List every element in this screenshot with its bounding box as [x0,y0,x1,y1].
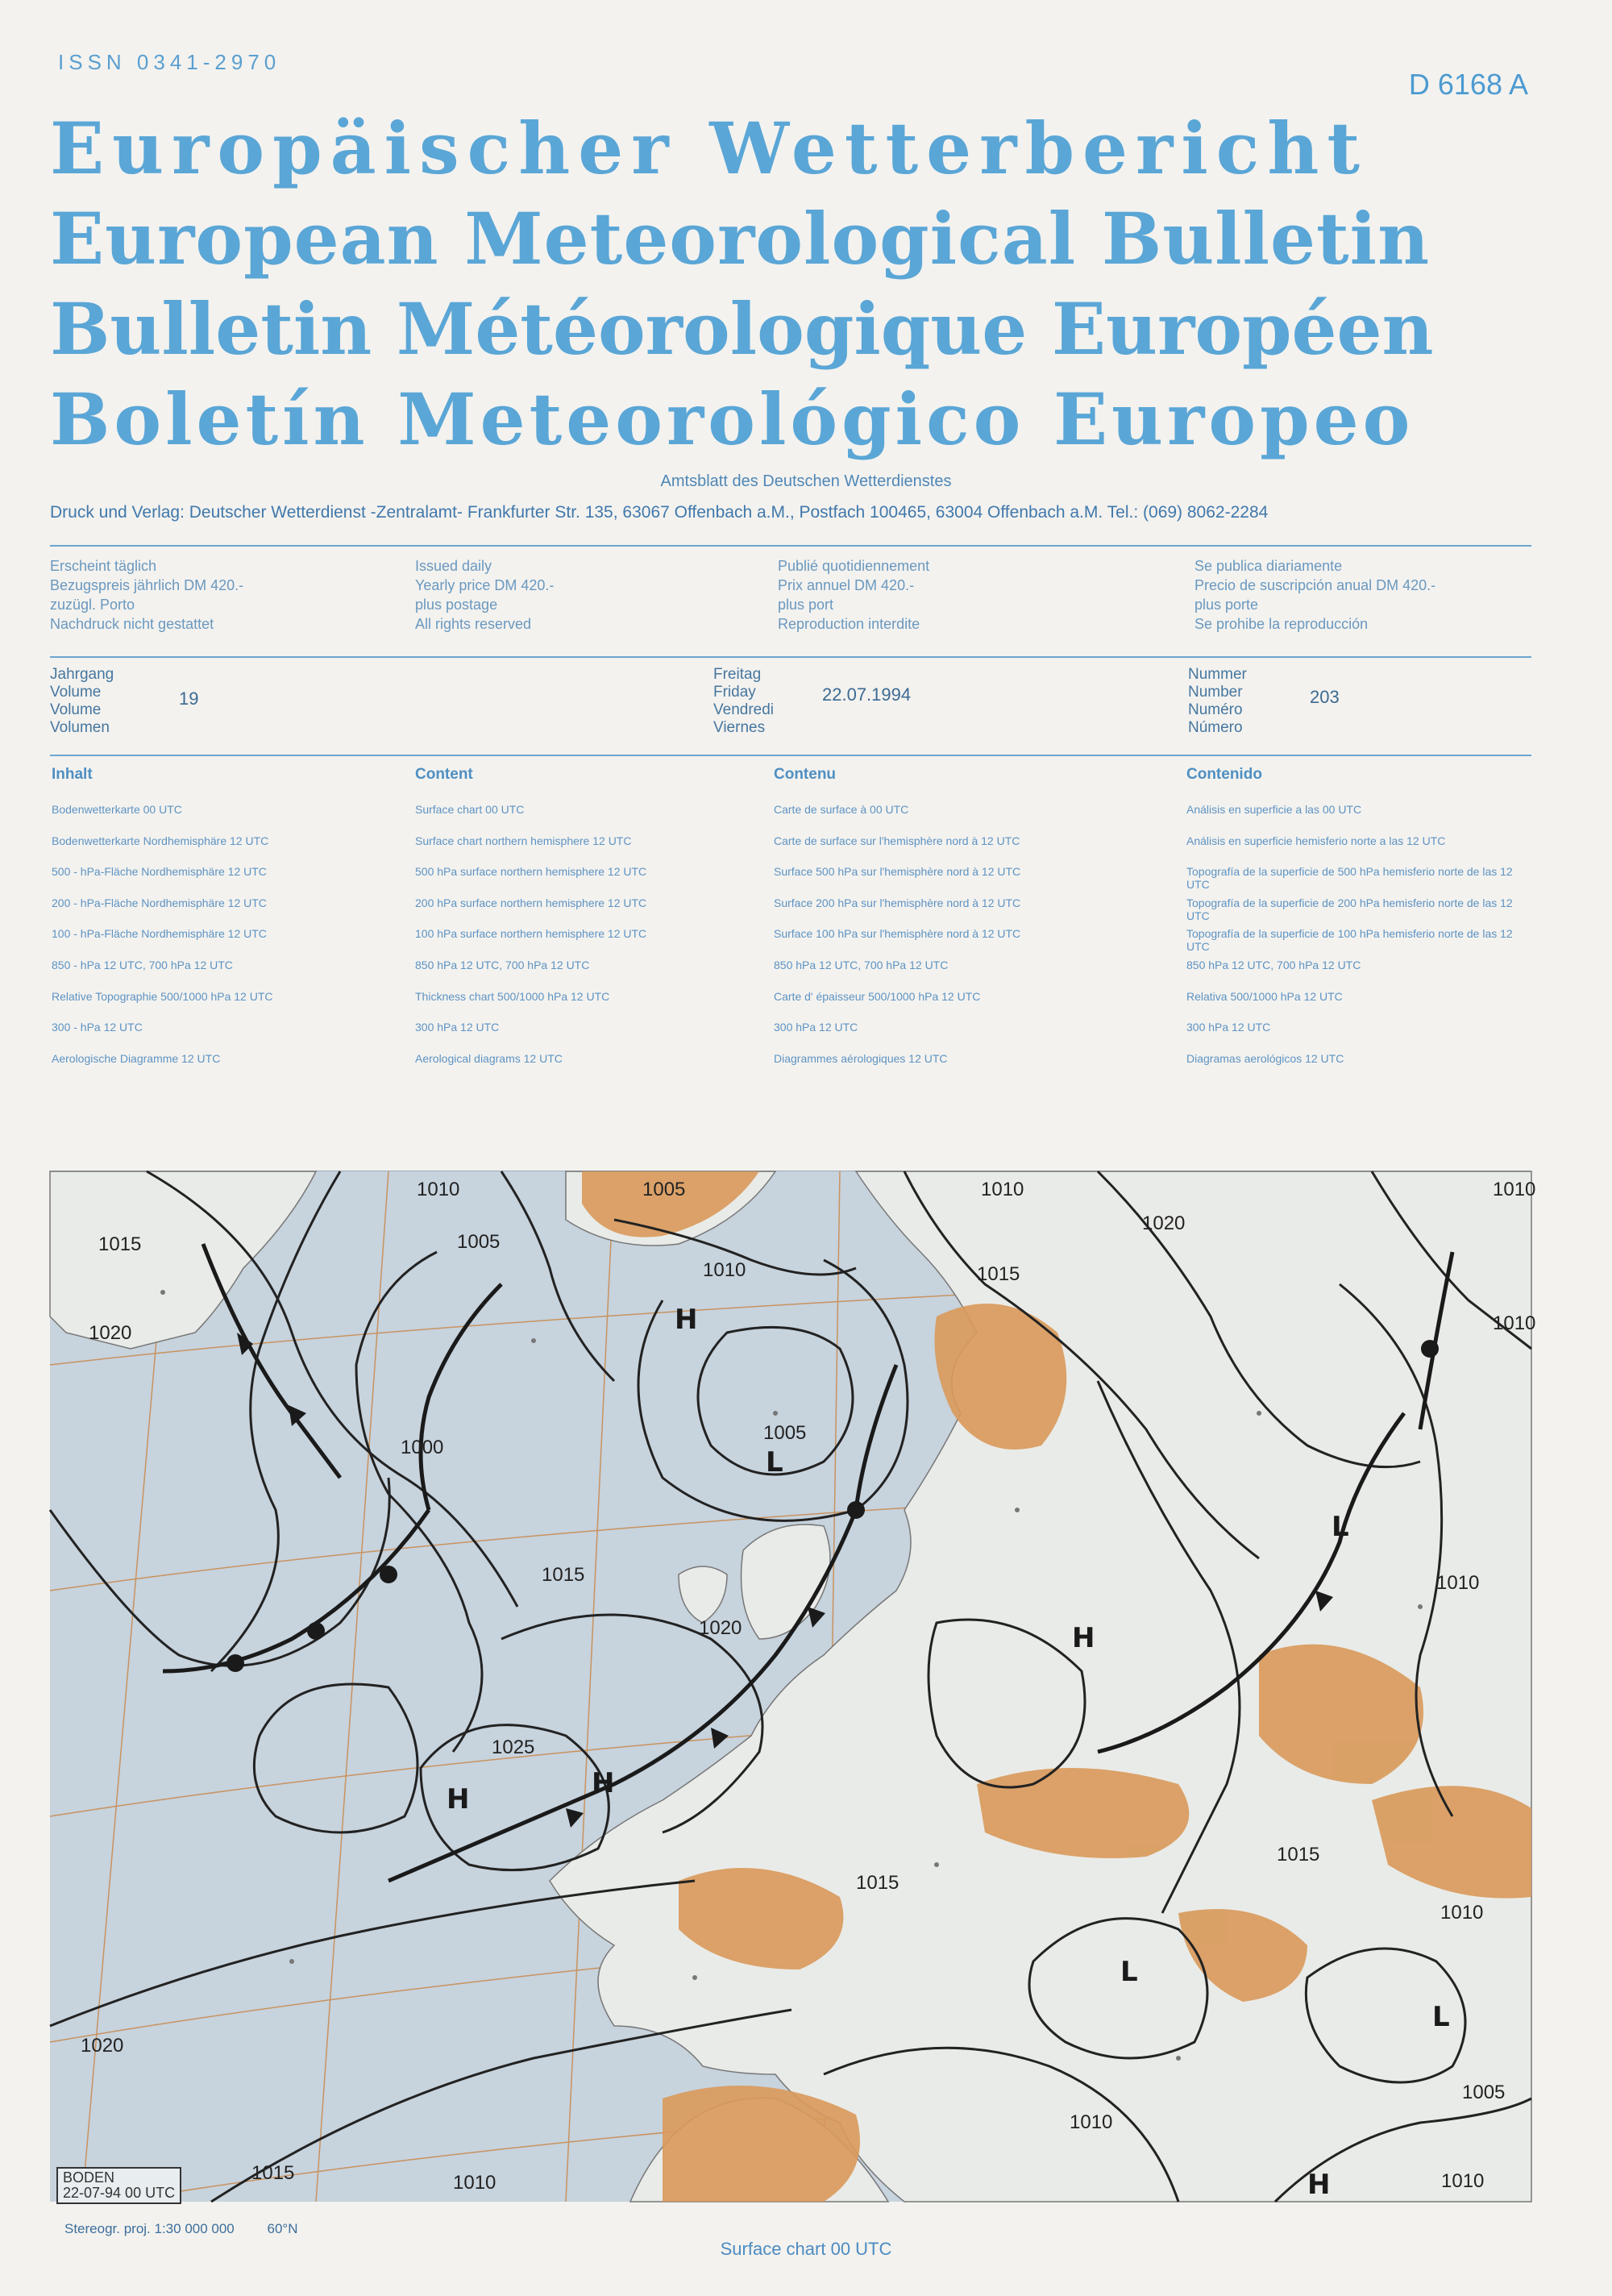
divider [50,755,1531,756]
isobar-label: 1010 [703,1259,746,1281]
contents-list-en [415,803,762,1083]
publication-info-fr [778,556,929,634]
isobar-label: 1010 [1493,1179,1536,1200]
day-label: Viernes [713,719,766,736]
contents-item: Aerological diagrams 12 UTC [415,1051,563,1065]
isobar-label: 1010 [981,1179,1024,1200]
day-label: Vendredi [713,701,775,718]
day-labels [713,666,774,737]
contents-item: Carte de surface sur l'hemisphère nord à 12 UTC [774,834,1020,847]
info-line: zuzügl. Porto [50,597,135,613]
station [773,1411,778,1416]
contents-item: Diagramas aerológicos 12 UTC [1186,1051,1344,1065]
contents-item: 100 - hPa-Fläche Nordhemisphäre 12 UTC [52,927,267,941]
contents-item: Análisis en superficie hemisferio norte a las 12 UTC [1186,834,1446,847]
isobar-label: 1010 [1436,1572,1480,1594]
volume-value: 19 [179,688,199,709]
divider [50,545,1531,547]
info-line: Issued daily [415,558,492,574]
contents-item: Topografía de la superficie de 500 hPa hemisferio norte de las 12 UTC [1186,865,1513,892]
publisher-line: Druck und Verlag: Deutscher Wetterdienst -Zentralamt- Frankfurter Str. 135, 63067 Offenbach a.M., Postfach 100465, 63004 Offenbach a.M. Tel.: (069) 8062-2284 [50,503,1269,522]
info-line: Publié quotidiennement [778,558,930,574]
isobar-label: 1020 [699,1617,742,1639]
contents-item: 850 - hPa 12 UTC, 700 hPa 12 UTC [52,958,233,971]
projection-note [64,2221,297,2237]
contents-item: Surface 100 hPa sur l'hemisphère nord à 12 UTC [774,927,1021,941]
title-german: Europäischer Wetterbericht [50,106,1368,190]
volume-label: Jahrgang [50,666,114,683]
front-semicircle [307,1622,325,1640]
low-pressure-center: L [1332,1511,1349,1543]
isobar-label: 1015 [977,1263,1020,1285]
isobar-label: 1015 [542,1564,585,1586]
title-block [50,103,1565,464]
chart-caption: Surface chart 00 UTC [720,2239,892,2259]
contents-item: 200 hPa surface northern hemisphere 12 UTC [415,896,647,909]
contents-item: 500 hPa surface northern hemisphere 12 UTC [415,865,647,879]
isobar-label: 1010 [453,2172,496,2194]
chart-stamp [56,2167,181,2204]
info-line: Se prohibe la reproducción [1194,616,1369,632]
volume-label: Volume [50,701,102,718]
contents-item: Topografía de la superficie de 100 hPa hemisferio norte de las 12 UTC [1186,927,1513,954]
high-pressure-center: H [675,1304,698,1336]
contents-item: Relative Topographie 500/1000 hPa 12 UTC [52,989,273,1003]
projection-text: Stereogr. proj. 1:30 000 000 [64,2221,235,2236]
low-pressure-center: L [1120,1956,1138,1988]
weather-map-svg [50,1171,1536,2202]
title-english: European Meteorological Bulletin [50,197,1431,281]
isobar-label: 1010 [417,1179,460,1200]
day-label: Friday [713,684,756,701]
number-label: Número [1188,719,1243,736]
number-label: Nummer [1188,666,1247,683]
contents-item: Diagrammes aérologiques 12 UTC [774,1051,948,1065]
contents-item: Relativa 500/1000 hPa 12 UTC [1186,989,1343,1003]
chart-stamp-time: 22-07-94 00 UTC [63,2185,176,2201]
isobar-label: 1015 [856,1872,899,1894]
isobar-label: 1020 [1142,1212,1186,1234]
front-semicircle [1421,1340,1439,1358]
issue-date: 22.07.1994 [822,684,912,705]
station [531,1338,536,1343]
contents-item: Carte d' épaisseur 500/1000 hPa 12 UTC [774,989,981,1003]
contents-item: Análisis en superficie a las 00 UTC [1186,803,1362,816]
info-line: Se publica diariamente [1194,558,1343,574]
info-line: All rights reserved [415,616,532,632]
isobar-label: 1015 [251,2162,295,2184]
amtsblatt: Amtsblatt des Deutschen Wetterdienstes [660,472,952,490]
isobar-label: 1000 [401,1437,444,1458]
low-pressure-center: L [766,1446,783,1479]
info-line: plus postage [415,597,498,613]
contents-list-de [52,803,398,1083]
info-line: Erscheint täglich [50,558,157,574]
high-pressure-center: H [1072,1622,1095,1654]
info-line: Bezugspreis jährlich DM 420.- [50,577,244,593]
contents-item: 500 - hPa-Fläche Nordhemisphäre 12 UTC [52,865,267,879]
high-pressure-center: H [592,1767,615,1799]
contents-item: 850 hPa 12 UTC, 700 hPa 12 UTC [415,958,590,971]
isobar-label: 1010 [1493,1312,1536,1334]
publication-info-en [415,556,554,634]
station [1257,1411,1261,1416]
contents-item: 300 hPa 12 UTC [415,1021,500,1034]
isobar-label: 1015 [1277,1844,1320,1866]
issue-number: 203 [1310,687,1340,707]
info-line: Reproduction interdite [778,616,920,632]
contents-title-de: Inhalt [52,766,93,783]
station [934,1862,939,1867]
contents-list-fr [774,803,1161,1083]
isobar-label: 1010 [1440,1902,1484,1924]
publication-code: D 6168 A [1408,68,1528,101]
front-semicircle [226,1654,244,1672]
front-semicircle [847,1501,865,1519]
divider [50,656,1531,658]
day-label: Freitag [713,666,762,683]
contents-item: 300 - hPa 12 UTC [52,1021,143,1034]
contents-item: Bodenwetterkarte 00 UTC [52,803,182,816]
info-line: Precio de suscripción anual DM 420.- [1194,577,1436,593]
contents-item: 300 hPa 12 UTC [774,1021,858,1034]
title-french: Bulletin Météorologique Européen [50,287,1434,371]
contents-item: 850 hPa 12 UTC, 700 hPa 12 UTC [1186,958,1361,971]
contents-item: Aerologische Diagramme 12 UTC [52,1051,221,1065]
front-semicircle [380,1566,397,1583]
isobar-label: 1020 [89,1322,132,1344]
info-line: plus port [778,597,834,613]
contents-title-es: Contenido [1186,766,1262,783]
high-pressure-center: H [447,1783,470,1816]
isobar-label: 1025 [492,1737,535,1758]
contents-title-en: Content [415,766,473,783]
station [289,1959,294,1964]
title-spanish: Boletín Meteorológico Europeo [50,377,1415,461]
isobar-label: 1005 [642,1179,686,1200]
contents-item: Surface 200 hPa sur l'hemisphère nord à 12 UTC [774,896,1021,909]
volume-labels [50,666,114,737]
number-label: Number [1188,684,1243,701]
publication-info-es [1194,556,1435,634]
contents-title-fr: Contenu [774,766,837,783]
low-pressure-center: L [1432,2001,1450,2033]
contents-item: Surface 500 hPa sur l'hemisphère nord à 12 UTC [774,865,1021,879]
isobar-label: 1010 [1441,2170,1485,2192]
info-line: plus porte [1194,597,1259,613]
contents-item: Surface chart 00 UTC [415,803,525,816]
isobar-label: 1015 [98,1233,142,1255]
contents-item: 200 - hPa-Fläche Nordhemisphäre 12 UTC [52,896,267,909]
contents-item: 850 hPa 12 UTC, 700 hPa 12 UTC [774,958,949,971]
latitude-reference: 60°N [267,2221,298,2236]
surface-weather-map [50,1171,1536,2202]
isobar-label: 1005 [1462,2082,1506,2103]
contents-item: Topografía de la superficie de 200 hPa hemisferio norte de las 12 UTC [1186,896,1513,922]
contents-item: Surface chart northern hemisphere 12 UTC [415,834,632,847]
high-pressure-center: H [1307,2169,1331,2201]
chart-stamp-title: BODEN [63,2169,115,2186]
station [1418,1604,1423,1609]
station [160,1290,165,1295]
volume-label: Volume [50,684,102,701]
number-label: Numéro [1188,701,1243,718]
volume-label: Volumen [50,719,110,736]
info-line: Prix annuel DM 420.- [778,577,915,593]
station [1176,2056,1181,2061]
contents-item: Carte de surface à 00 UTC [774,803,909,816]
contents-list-es [1186,803,1533,1083]
number-labels [1188,666,1247,737]
station [692,1975,697,1980]
publication-info-de [50,556,243,634]
contents-item: Bodenwetterkarte Nordhemisphäre 12 UTC [52,834,269,847]
station [1015,1508,1020,1512]
info-line: Nachdruck nicht gestattet [50,616,214,632]
isobar-label: 1010 [1070,2111,1113,2133]
isobar-label: 1020 [81,2035,124,2057]
info-line: Yearly price DM 420.- [415,577,555,593]
issn: ISSN 0341-2970 [58,50,281,74]
isobar-label: 1005 [457,1231,501,1253]
contents-item: Thickness chart 500/1000 hPa 12 UTC [415,989,610,1003]
contents-item: 300 hPa 12 UTC [1186,1021,1271,1034]
isobar-label: 1005 [763,1422,807,1444]
contents-item: 100 hPa surface northern hemisphere 12 UTC [415,927,647,941]
